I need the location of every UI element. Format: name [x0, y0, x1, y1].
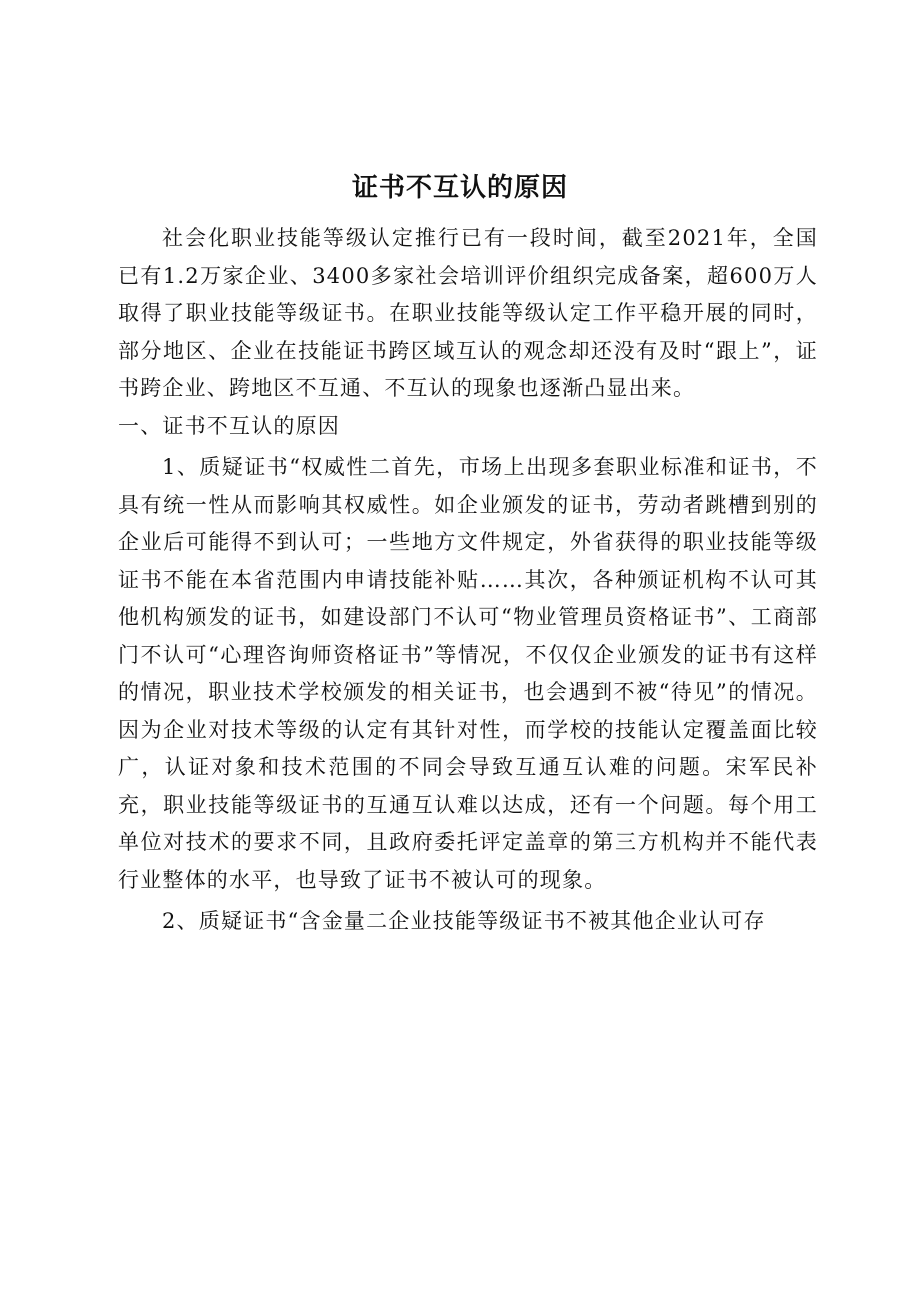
point-2-paragraph: 2、质疑证书“含金量二企业技能等级证书不被其他企业认可存 [162, 909, 766, 933]
intro-paragraph: 社会化职业技能等级认定推行已有一段时间，截至2021年，全国已有1.2万家企业、3400多家社会培训评价组织完成备案，超600万人取得了职业技能等级证书。在职业技能等级认定工作平稳开展的同时，部分地区、企业在技能证书跨区域互认的观念却还没有及时“跟上”，证书跨企业、跨地区不互通、不互认的现象也逐渐凸显出来。 [118, 226, 818, 400]
document-body [118, 220, 818, 941]
point-1-paragraph: 1、质疑证书“权威性二首先，市场上出现多套职业标准和证书，不具有统一性从而影响其权威性。如企业颁发的证书，劳动者跳槽到别的企业后可能得不到认可；一些地方文件规定，外省获得的职业技能等级证书不能在本省范围内申请技能补贴……其次，各种颁证机构不认可其他机构颁发的证书，如建设部门不认可“物业管理员资格证书”、工商部门不认可“心理咨询师资格证书”等情况，不仅仅企业颁发的证书有这样的情况，职业技术学校颁发的相关证书，也会遇到不被“待见”的情况。因为企业对技术等级的认定有其针对性，而学校的技能认定覆盖面比较广，认证对象和技术范围的不同会导致互通互认难的问题。宋军民补充，职业技能等级证书的互通互认难以达成，还有一个问题。每个用工单位对技术的要求不同，且政府委托评定盖章的第三方机构并不能代表行业整体的水平，也导致了证书不被认可的现象。 [118, 455, 818, 892]
section-heading: 一、证书不互认的原因 [118, 413, 340, 438]
document-title: 证书不互认的原因 [351, 173, 568, 203]
